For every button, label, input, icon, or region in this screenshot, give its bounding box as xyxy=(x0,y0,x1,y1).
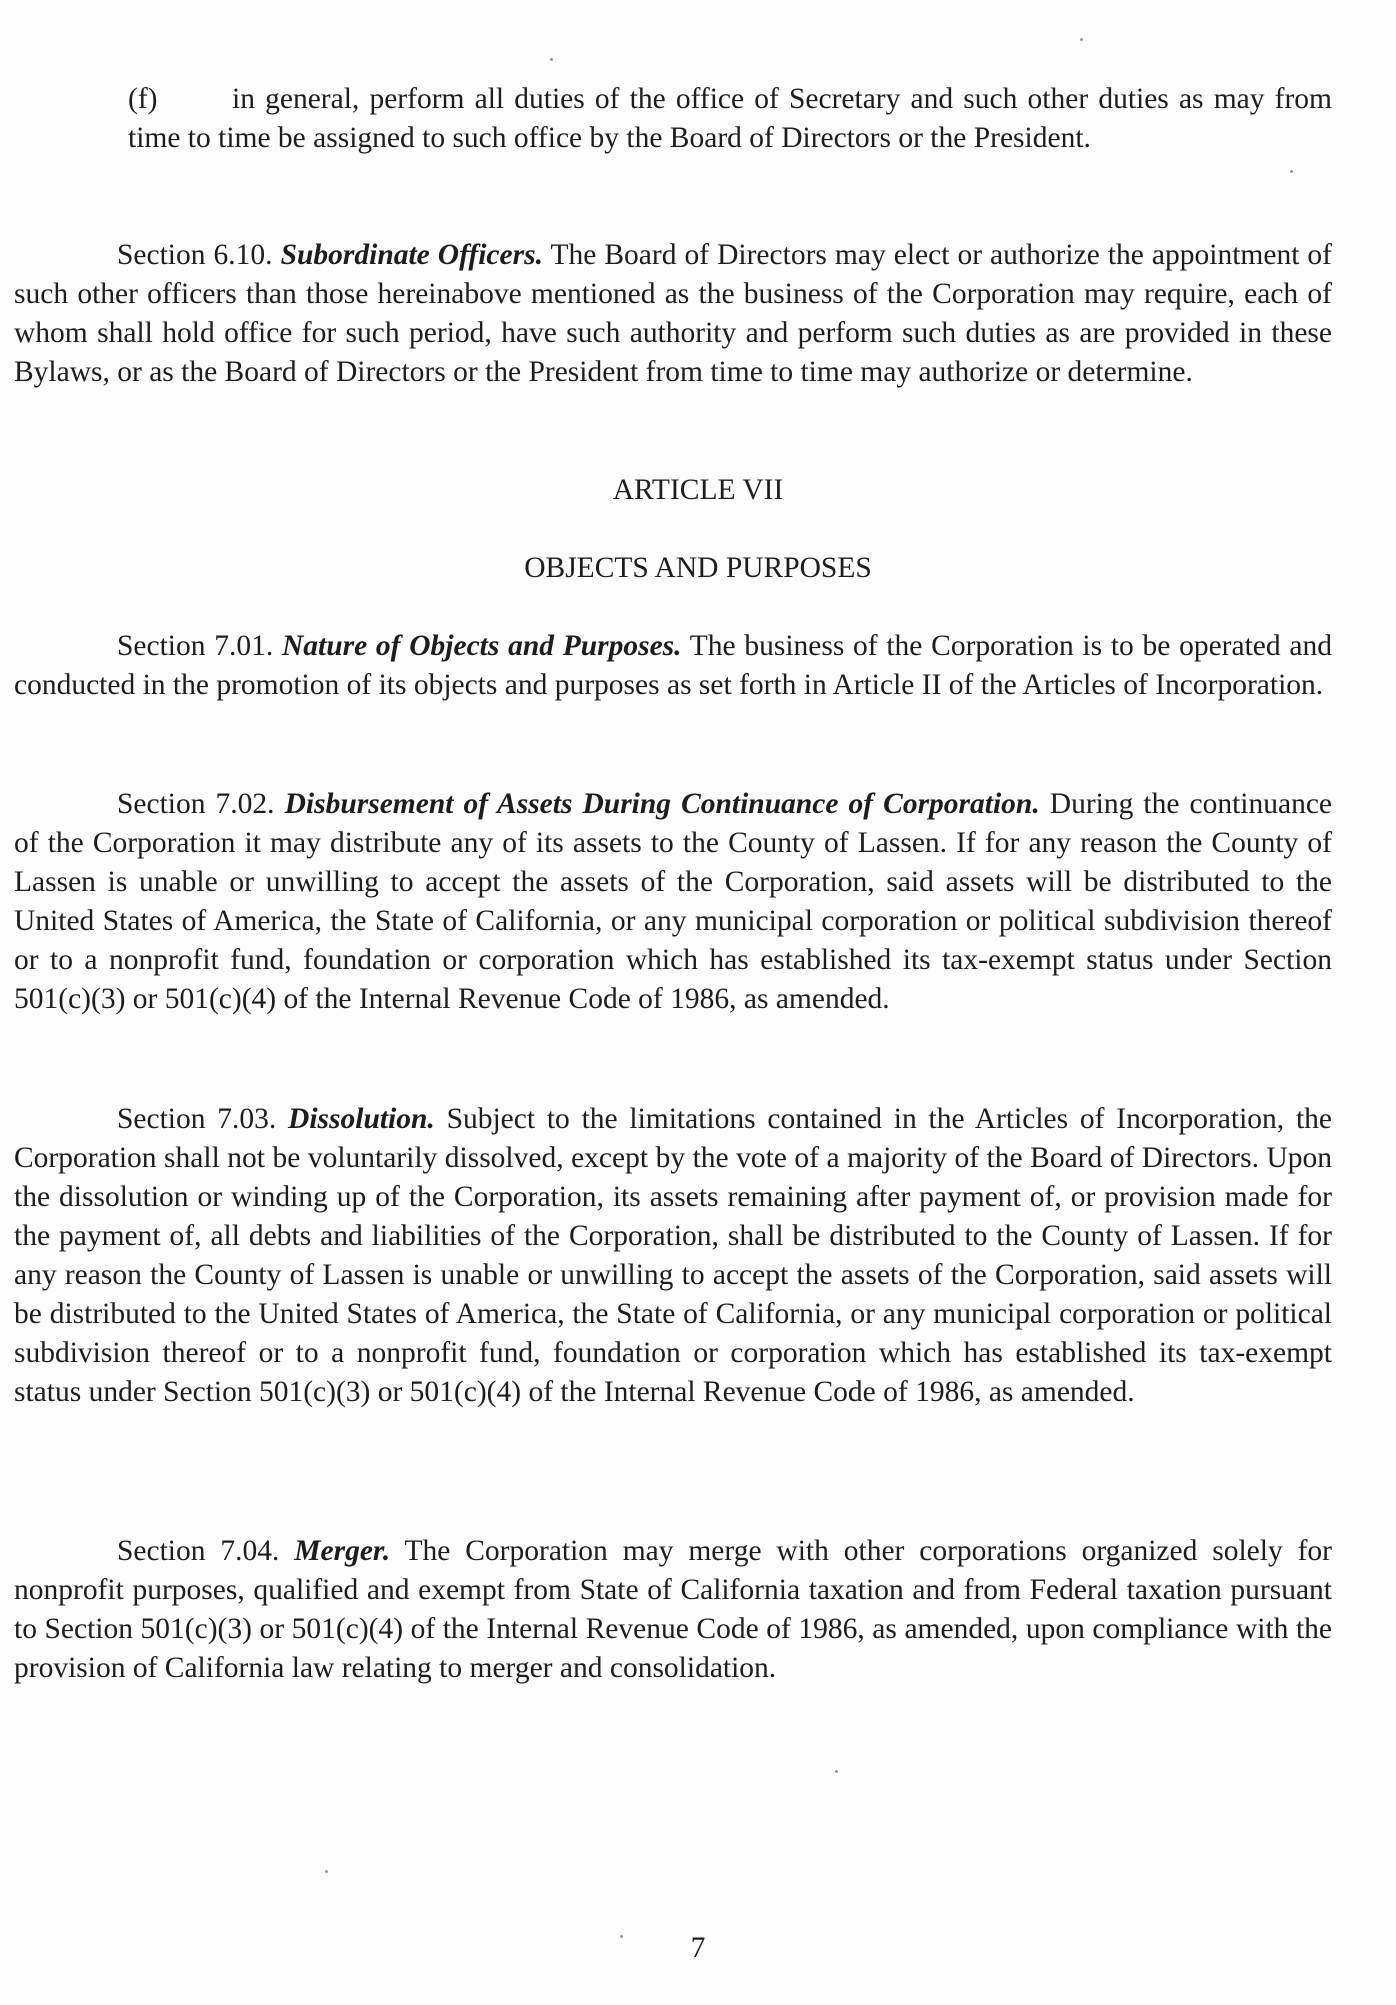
section-body: The Corporation may merge with other corporations organized solely for nonprofit purposes, qualified and exempt from State of California taxation and from Federal taxation pursuant to Section 501(c)(3) or 501(c)(4) of the Internal Revenue Code of 1986, as amended, upon compliance with the provision of California law relating to merger and consolidation. xyxy=(14,1535,1332,1684)
scan-speck xyxy=(1080,38,1083,41)
scan-speck xyxy=(1290,170,1293,173)
article-subtitle: OBJECTS AND PURPOSES xyxy=(524,552,872,584)
scan-speck xyxy=(835,1770,838,1773)
section-body: During the continuance of the Corporation it may distribute any of its assets to the County of Lassen. If for any reason the County of Lassen is unable or unwilling to accept the assets of the Corporation, said assets will be distributed to the United States of America, the State of California, or any municipal corporation or political subdivision thereof or to a nonprofit fund, foundation or corporation which has established its tax-exempt status under Section 501(c)(3) or 501(c)(4) of the Internal Revenue Code of 1986, as amended. xyxy=(14,788,1333,1015)
section-number: Section 7.04. xyxy=(117,1535,280,1567)
section-number: Section 7.01. xyxy=(117,630,274,662)
section-number: Section 7.02. xyxy=(117,788,275,820)
article-title: ARTICLE VII xyxy=(612,474,784,506)
scan-speck xyxy=(325,1870,328,1873)
scan-speck xyxy=(550,58,553,61)
section-7-03 xyxy=(14,1100,1332,1412)
scan-speck xyxy=(620,1935,623,1938)
list-item-text: in general, perform all duties of the office of Secretary and such other duties as may from time to time be assigned to such office by the Board of Directors or the President. xyxy=(128,83,1332,154)
section-body: Subject to the limitations contained in the Articles of Incorporation, the Corporation shall not be voluntarily dissolved, except by the vote of a majority of the Board of Directors. Upon the dissolution or winding up of the Corporation, its assets remaining after payment of, or provision made for the payment of, all debts and liabilities of the Corporation, shall be distributed to the County of Lassen. If for any reason the County of Lassen is unable or unwilling to accept the assets of the Corporation, said assets will be distributed to the United States of America, the State of California, or any municipal corporation or political subdivision thereof or to a nonprofit fund, foundation or corporation which has established its tax-exempt status under Section 501(c)(3) or 501(c)(4) of the Internal Revenue Code of 1986, as amended. xyxy=(14,1103,1332,1408)
section-number: Section 6.10. xyxy=(117,239,273,271)
section-heading: Subordinate Officers. xyxy=(280,239,543,271)
section-7-01 xyxy=(14,627,1332,705)
list-marker: (f) xyxy=(128,83,158,115)
section-heading: Disbursement of Assets During Continuance of Corporation. xyxy=(284,788,1040,820)
section-body: The business of the Corporation is to be operated and conducted in the promotion of its objects and purposes as set forth in Article II of the Articles of Incorporation. xyxy=(14,630,1332,701)
section-heading: Merger. xyxy=(294,1535,391,1567)
section-7-02 xyxy=(14,785,1332,1019)
section-6-10 xyxy=(14,236,1332,392)
section-7-04 xyxy=(14,1532,1332,1688)
list-item-f xyxy=(128,80,1332,158)
section-heading: Nature of Objects and Purposes. xyxy=(281,630,682,662)
section-number: Section 7.03. xyxy=(117,1103,277,1135)
section-body: The Board of Directors may elect or authorize the appointment of such other officers than those hereinabove mentioned as the business of the Corporation may require, each of whom shall hold office for such period, have such authority and perform such duties as are provided in these Bylaws, or as the Board of Directors or the President from time to time may authorize or determine. xyxy=(14,239,1333,388)
section-heading: Dissolution. xyxy=(288,1103,435,1135)
page-number: 7 xyxy=(690,1932,706,1964)
